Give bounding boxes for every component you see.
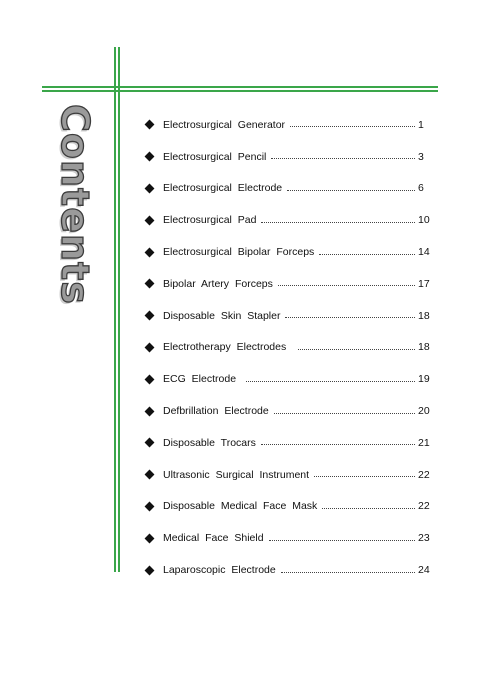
toc-item-page: 21	[418, 436, 430, 449]
toc-item-label: Electrosurgical Bipolar Forceps	[163, 246, 315, 259]
toc-item[interactable]	[146, 522, 436, 554]
diamond-bullet-icon	[145, 374, 155, 384]
toc-item-page: 6	[418, 182, 424, 195]
toc-item-label: Defbrillation Electrode	[163, 405, 269, 418]
dot-leader	[261, 222, 415, 223]
toc-item-page: 10	[418, 214, 430, 227]
diamond-bullet-icon	[145, 184, 155, 194]
toc-item[interactable]	[146, 491, 436, 523]
toc-item-label: Electrosurgical Pad	[163, 214, 257, 227]
toc-item-page: 14	[418, 246, 430, 259]
toc-item-page: 3	[418, 150, 424, 163]
diamond-bullet-icon	[145, 565, 155, 575]
dot-leader	[281, 572, 415, 573]
dot-leader	[274, 413, 415, 414]
toc-item[interactable]	[146, 427, 436, 459]
dot-leader	[314, 476, 415, 477]
toc-item-label: ECG Electrode	[163, 373, 237, 386]
dot-leader	[287, 190, 415, 191]
toc-item[interactable]	[146, 141, 436, 173]
diamond-bullet-icon	[145, 152, 155, 162]
diamond-bullet-icon	[145, 215, 155, 225]
diamond-bullet-icon	[145, 247, 155, 257]
diamond-bullet-icon	[145, 438, 155, 448]
toc-item-label: Electrosurgical Generator	[163, 118, 286, 131]
toc-item[interactable]	[146, 459, 436, 491]
toc-item-label: Medical Face Shield	[163, 532, 264, 545]
dot-leader	[269, 540, 415, 541]
horizontal-rule-top	[42, 86, 438, 88]
toc-item-page: 23	[418, 532, 430, 545]
table-of-contents	[146, 109, 436, 586]
vertical-rule-left	[114, 47, 116, 572]
dot-leader	[246, 381, 415, 382]
toc-item-label: Electrotherapy Electrodes	[163, 341, 287, 354]
diamond-bullet-icon	[145, 533, 155, 543]
dot-leader	[322, 508, 415, 509]
dot-leader	[271, 158, 415, 159]
diamond-bullet-icon	[145, 120, 155, 130]
toc-item-page: 17	[418, 277, 430, 290]
diamond-bullet-icon	[145, 406, 155, 416]
vertical-rule-right	[118, 47, 120, 572]
toc-item-page: 20	[418, 405, 430, 418]
toc-item-page: 18	[418, 341, 430, 354]
toc-item-label: Electrosurgical Pencil	[163, 150, 267, 163]
toc-item[interactable]	[146, 300, 436, 332]
toc-item-page: 1	[418, 118, 424, 131]
toc-item-label: Ultrasonic Surgical Instrument	[163, 468, 310, 481]
toc-item-label: Electrosurgical Electrode	[163, 182, 283, 195]
toc-item[interactable]	[146, 363, 436, 395]
toc-item[interactable]	[146, 332, 436, 364]
diamond-bullet-icon	[145, 343, 155, 353]
dot-leader	[319, 254, 415, 255]
toc-item-label: Bipolar Artery Forceps	[163, 277, 273, 290]
dot-leader	[290, 126, 415, 127]
toc-item-label: Disposable Skin Stapler	[163, 309, 281, 322]
toc-item[interactable]	[146, 204, 436, 236]
diamond-bullet-icon	[145, 279, 155, 289]
dot-leader	[261, 444, 415, 445]
toc-item[interactable]	[146, 109, 436, 141]
toc-item-page: 19	[418, 373, 430, 386]
toc-item[interactable]	[146, 173, 436, 205]
toc-item[interactable]	[146, 268, 436, 300]
toc-item-page: 22	[418, 500, 430, 513]
diamond-bullet-icon	[145, 311, 155, 321]
dot-leader	[278, 285, 415, 286]
toc-item-page: 24	[418, 564, 430, 577]
dot-leader	[298, 349, 415, 350]
toc-item[interactable]	[146, 236, 436, 268]
toc-item-label: Disposable Medical Face Mask	[163, 500, 318, 513]
toc-item-page: 18	[418, 309, 430, 322]
horizontal-rule-bottom	[42, 90, 438, 92]
toc-item-label: Laparoscopic Electrode	[163, 564, 276, 577]
toc-item[interactable]	[146, 395, 436, 427]
page-title: Contents	[53, 104, 97, 305]
toc-item-page: 22	[418, 468, 430, 481]
toc-item-label: Disposable Trocars	[163, 436, 256, 449]
diamond-bullet-icon	[145, 502, 155, 512]
dot-leader	[285, 317, 415, 318]
diamond-bullet-icon	[145, 470, 155, 480]
toc-item[interactable]	[146, 554, 436, 586]
